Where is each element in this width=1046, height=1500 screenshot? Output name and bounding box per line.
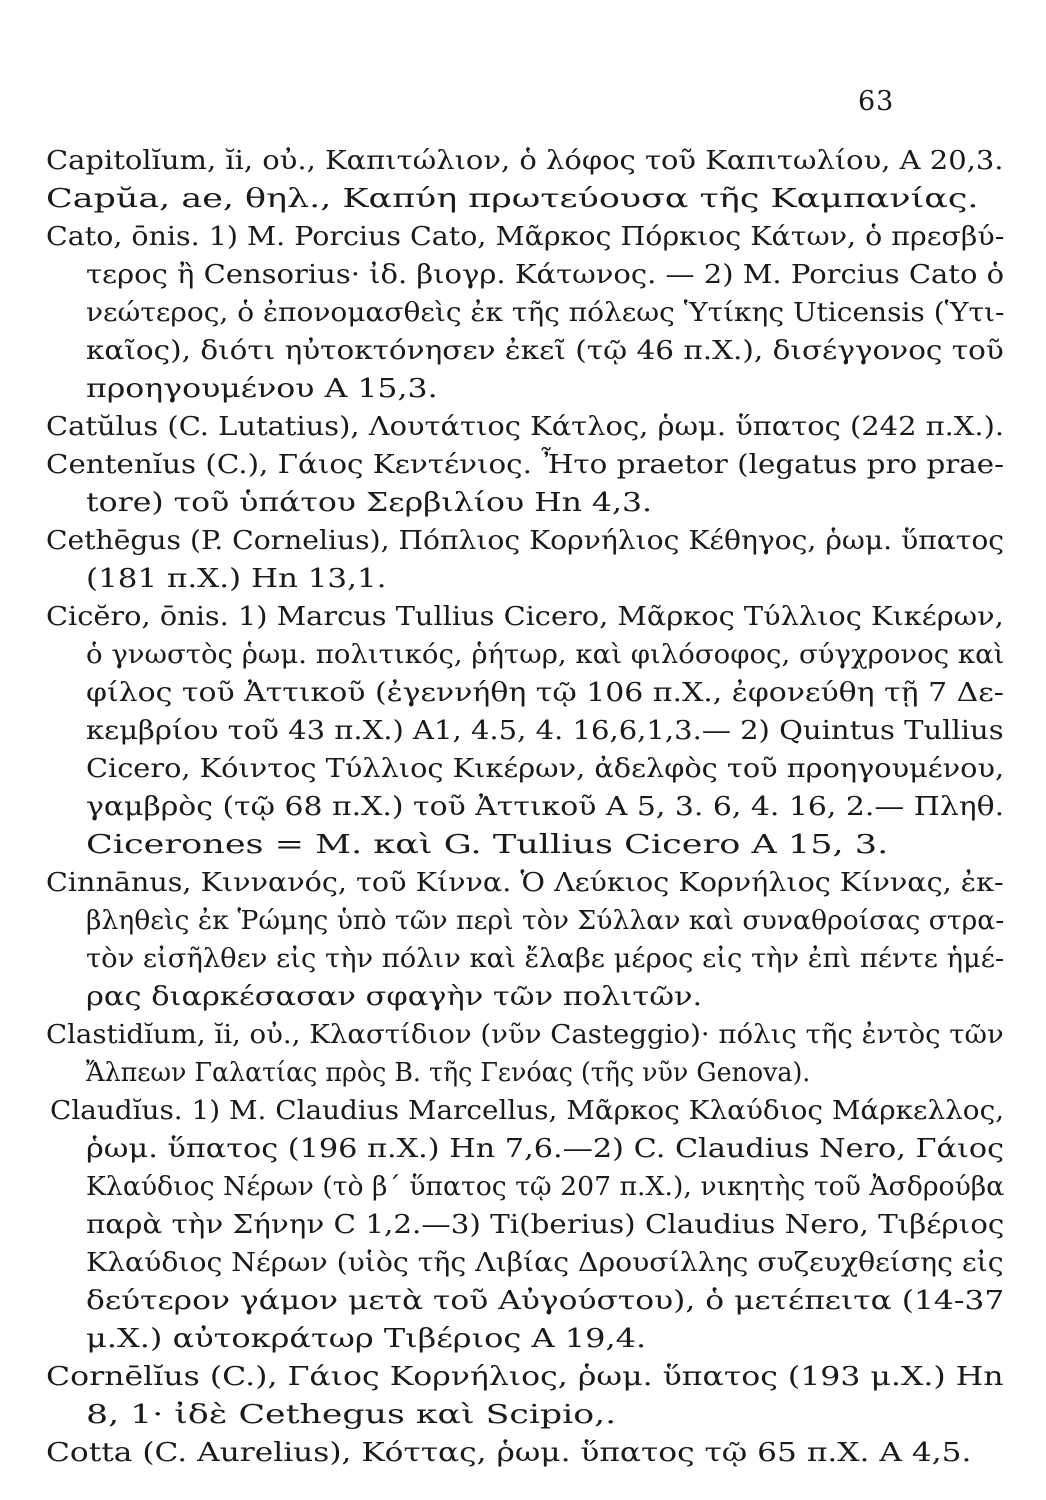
text-line: καῖος), διότι ηὐτοκτόνησεν ἐκεῖ (τῷ 46 π.Χ.), δισέγγονος τοῦ — [86, 336, 1004, 366]
text-line: ρας διαρκέσασαν σφαγὴν τῶν πολιτῶν. — [86, 982, 703, 1012]
text-line: tore) τοῦ ὑπάτου Σερβιλίου Hn 4,3. — [86, 488, 653, 518]
text-line: Capŭa, ae, θηλ., Καπύη πρωτεύουσα τῆς Καμπανίας. — [46, 184, 979, 214]
text-line: Capitolĭum, ĭi, οὐ., Καπιτώλιον, ὁ λόφος τοῦ Καπιτωλίου, Α 20,3. — [46, 146, 1004, 176]
text-line: Cato, ōnis. 1) M. Porcius Cato, Μᾶρκος Πόρκιος Κάτων, ὁ πρεσβύ- — [46, 222, 1005, 252]
text-line: Cinnānus, Κιννανός, τοῦ Κίννα. Ὁ Λεύκιος Κορνήλιος Κίννας, ἐκ- — [46, 868, 1004, 898]
text-line: Clastidĭum, ĭi, οὐ., Κλαστίδιον (νῦν Casteggio)· πόλις τῆς ἐντὸς τῶν — [46, 1020, 1004, 1050]
text-line: Cicero, Κόιντος Τύλλιος Κικέρων, ἀδελφὸς τοῦ προηγουμένου, — [86, 754, 1005, 784]
text-line: Κλαύδιος Νέρων (υἱὸς τῆς Λιβίας Δρουσίλλης συζευχθείσης εἰς — [86, 1248, 1004, 1278]
text-line: ὁ γνωστὸς ῥωμ. πολιτικός, ῥήτωρ, καὶ φιλόσοφος, σύγχρονος καὶ — [86, 640, 1005, 670]
text-line: ῥωμ. ὕπατος (196 π.Χ.) Hn 7,6.—2) C. Claudius Nero, Γάιος — [86, 1134, 1005, 1164]
text-line: Claudĭus. 1) M. Claudius Marcellus, Μᾶρκος Κλαύδιος Μάρκελλος, — [50, 1096, 1005, 1126]
text-line: φίλος τοῦ Ἀττικοῦ (ἐγεννήθη τῷ 106 π.Χ., ἐφονεύθη τῇ 7 Δε- — [86, 678, 1004, 708]
text-line: τερος ἢ Censorius· ἰδ. βιογρ. Κάτωνος. — 2) M. Porcius Cato ὁ — [86, 260, 1005, 290]
text-line: Κλαύδιος Νέρων (τὸ β΄ ὕπατος τῷ 207 π.Χ.), νικητὴς τοῦ Ἀσδρούβα — [86, 1172, 1005, 1202]
text-line: βληθεὶς ἐκ Ῥώμης ὑπὸ τῶν περὶ τὸν Σύλλαν καὶ συναθροίσας στρα- — [86, 906, 1005, 936]
text-line: Cicerones = M. καὶ G. Tullius Cicero Α 15, 3. — [86, 830, 889, 860]
text-line: γαμβρὸς (τῷ 68 π.Χ.) τοῦ Ἀττικοῦ Α 5, 3. 6, 4. 16, 2.— Πληθ. — [86, 792, 1005, 822]
text-line: νεώτερος, ὁ ἐπονομασθεὶς ἐκ τῆς πόλεως Ὑτίκης Uticensis (Ὑτι- — [86, 298, 1005, 328]
text-line: 8, 1· ἰδὲ Cethegus καὶ Scipio,. — [86, 1400, 617, 1430]
glossary-entries — [0, 142, 1046, 1472]
text-line: παρὰ τὴν Σήνην C 1,2.—3) Ti(berius) Claudius Nero, Τιβέριος — [86, 1210, 1005, 1240]
text-line: Catŭlus (C. Lutatius), Λουτάτιος Κάτλος, ῥωμ. ὕπατος (242 π.Χ.). — [46, 412, 1005, 442]
text-line: (181 π.Χ.) Hn 13,1. — [86, 564, 387, 594]
text-line: μ.Χ.) αὐτοκράτωρ Τιβέριος Α 19,4. — [86, 1324, 647, 1354]
text-line: Cethēgus (P. Cornelius), Πόπλιος Κορνήλιος Κέθηγος, ῥωμ. ὕπατος — [46, 526, 1005, 556]
text-line: Cornēlĭus (C.), Γάιος Κορνήλιος, ῥωμ. ὕπατος (193 μ.Χ.) Hn — [46, 1362, 1004, 1392]
text-line: δεύτερον γάμον μετὰ τοῦ Αὐγούστου), ὁ μετέπειτα (14-37 — [86, 1286, 1005, 1316]
text-line: Cotta (C. Aurelius), Κόττας, ῥωμ. ὕπατος τῷ 65 π.Χ. Α 4,5. — [46, 1438, 972, 1468]
text-line: Centenĭus (C.), Γάιος Κεντένιος. Ἦτο praetor (legatus pro prae- — [46, 450, 1005, 480]
text-line: Ἄλπεων Γαλατίας πρὸς Β. τῆς Γενόας (τῆς νῦν Genova). — [86, 1058, 811, 1088]
text-line: Cicĕro, ōnis. 1) Marcus Tullius Cicero, Μᾶρκος Τύλλιος Κικέρων, — [46, 602, 1004, 632]
text-line: κεμβρίου τοῦ 43 π.Χ.) Α1, 4.5, 4. 16,6,1,3.— 2) Quintus Tullius — [86, 716, 1004, 746]
page-number: 63 — [858, 86, 895, 117]
text-line: τὸν εἰσῆλθεν εἰς τὴν πόλιν καὶ ἔλαβε μέρος εἰς τὴν ἐπὶ πέντε ἡμέ- — [86, 944, 1005, 974]
text-line: προηγουμένου Α 15,3. — [86, 374, 438, 404]
